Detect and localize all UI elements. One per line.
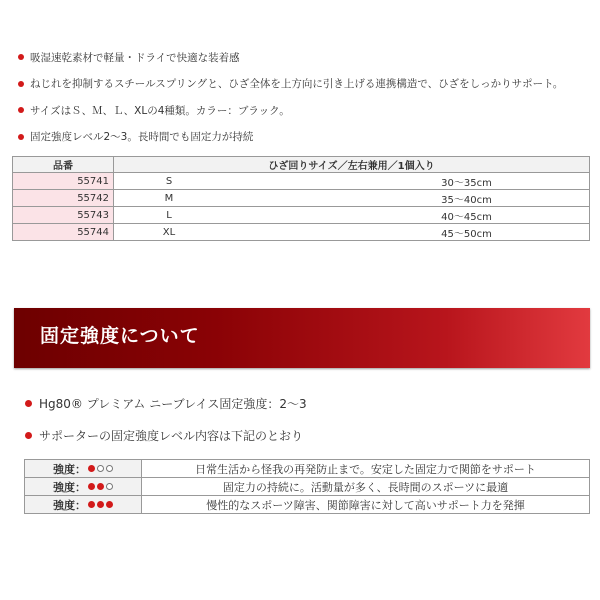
empty-circle-icon — [97, 465, 104, 472]
info-item — [25, 395, 590, 411]
size-label: XL — [114, 224, 225, 241]
feature-text: ねじれを抑制するスチールスプリングと、ひざ全体を上方向に引き上げる連携構造で、ひざをしっかりサポート。 — [30, 78, 564, 90]
size-range: 40～45cm — [224, 207, 590, 224]
section-title: 固定強度について — [40, 325, 200, 347]
size-range: 35～40cm — [224, 190, 590, 207]
bullet-dot-icon — [25, 400, 32, 407]
size-table-header — [13, 157, 590, 173]
strength-level-table — [24, 459, 590, 514]
size-table — [12, 156, 590, 241]
strength-label: 強度： — [53, 462, 86, 476]
bullet-dot-icon — [18, 81, 24, 87]
info-item — [25, 427, 590, 443]
filled-circle-icon — [88, 483, 95, 490]
product-code: 55744 — [13, 224, 114, 241]
size-label: L — [114, 207, 225, 224]
strength-rating — [86, 498, 113, 511]
feature-text: 固定強度レベル2～3。長時間でも固定力が持続 — [30, 131, 254, 143]
strength-label-cell — [25, 496, 142, 514]
bullet-dot-icon — [18, 107, 24, 113]
filled-circle-icon — [97, 483, 104, 490]
strength-description: 固定力の持続に。活動量が多く、長時間のスポーツに最適 — [142, 478, 590, 496]
strength-label-cell — [25, 478, 142, 496]
feature-list — [18, 50, 593, 156]
strength-label-cell — [25, 460, 142, 478]
header-code: 品番 — [13, 157, 114, 173]
bullet-dot-icon — [18, 54, 24, 60]
product-code: 55741 — [13, 173, 114, 190]
strength-rating — [86, 480, 113, 493]
product-code: 55742 — [13, 190, 114, 207]
feature-item — [18, 77, 593, 91]
table-row — [25, 478, 590, 496]
bullet-dot-icon — [18, 134, 24, 140]
product-code: 55743 — [13, 207, 114, 224]
feature-item — [18, 103, 593, 117]
table-row — [13, 190, 590, 207]
filled-circle-icon — [97, 501, 104, 508]
strength-description: 慢性的なスポーツ障害、関節障害に対して高いサポート力を発揮 — [142, 496, 590, 514]
section-banner — [14, 308, 590, 368]
info-text: サポーターの固定強度レベル内容は下記のとおり — [39, 428, 304, 443]
size-label: M — [114, 190, 225, 207]
filled-circle-icon — [88, 465, 95, 472]
table-row — [13, 224, 590, 241]
info-list — [25, 395, 590, 459]
feature-text: サイズはＳ、Ｍ、Ｌ、XLの4種類。カラー：ブラック。 — [30, 104, 290, 117]
size-range: 30～35cm — [224, 173, 590, 190]
filled-circle-icon — [88, 501, 95, 508]
header-size: ひざ回りサイズ／左右兼用／1個入り — [114, 157, 590, 173]
table-row — [25, 496, 590, 514]
table-row — [13, 207, 590, 224]
feature-item — [18, 130, 593, 144]
table-row — [25, 460, 590, 478]
table-row — [13, 173, 590, 190]
feature-text: 吸湿速乾素材で軽量・ドライで快適な装着感 — [30, 51, 240, 64]
info-text: Hg80® プレミアム ニーブレイス固定強度：2～3 — [39, 396, 307, 411]
empty-circle-icon — [106, 483, 113, 490]
empty-circle-icon — [106, 465, 113, 472]
filled-circle-icon — [106, 501, 113, 508]
bullet-dot-icon — [25, 432, 32, 439]
strength-rating — [86, 462, 113, 475]
strength-label: 強度： — [53, 480, 86, 494]
size-label: S — [114, 173, 225, 190]
strength-description: 日常生活から怪我の再発防止まで。安定した固定力で関節をサポート — [142, 460, 590, 478]
feature-item — [18, 50, 593, 64]
strength-label: 強度： — [53, 498, 86, 512]
size-range: 45～50cm — [224, 224, 590, 241]
